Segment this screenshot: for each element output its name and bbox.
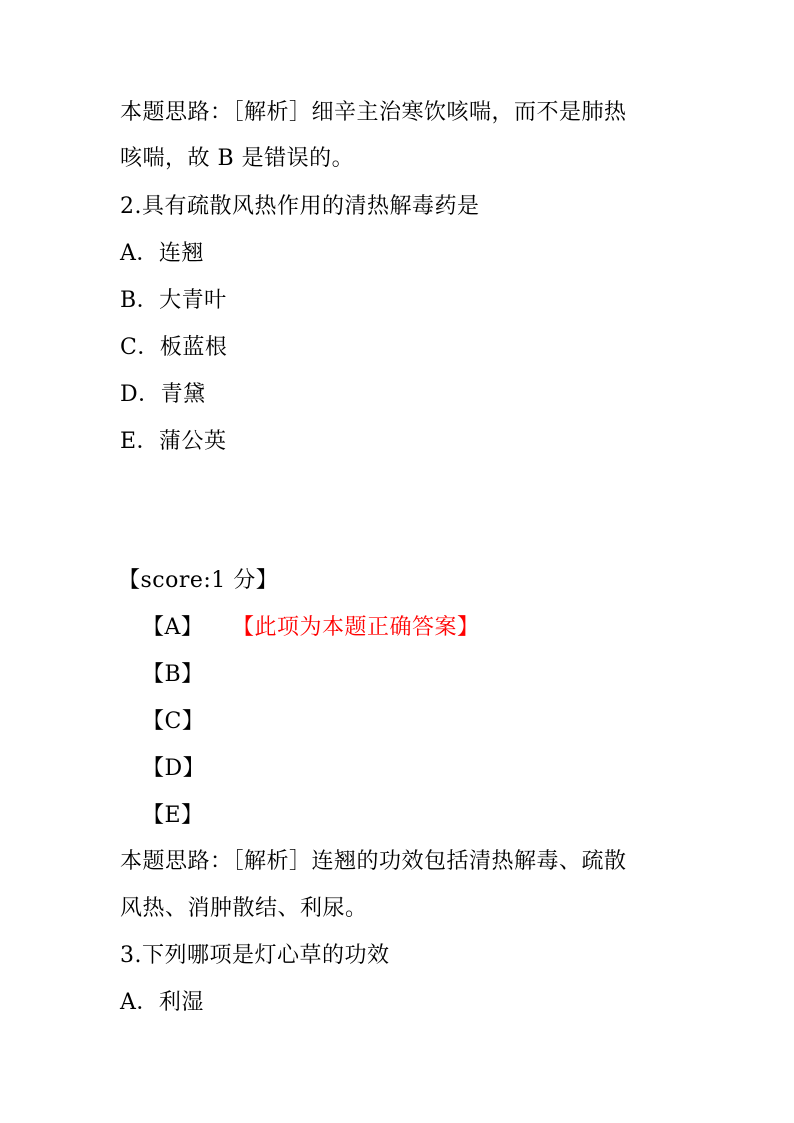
- q2-correct-answer-note: 【此项为本题正确答案】: [232, 615, 480, 640]
- q1-explanation-line-2: 咳喘，故 B 是错误的。: [120, 146, 355, 171]
- q2-score: 【score:1 分】: [118, 568, 279, 593]
- q2-option-b: B．大青叶: [120, 288, 227, 313]
- q2-answer-b: 【B】: [142, 662, 204, 687]
- q2-option-c: C．板蓝根: [120, 335, 228, 360]
- q3-stem: 3.下列哪项是灯心草的功效: [120, 943, 390, 968]
- q2-stem: 2.具有疏散风热作用的清热解毒药是: [120, 194, 480, 219]
- q2-answer-a: 【A】: [142, 615, 204, 640]
- q2-answer-d: 【D】: [142, 756, 206, 781]
- q2-option-d: D．青黛: [120, 382, 206, 407]
- q3-option-a: A．利湿: [120, 990, 204, 1015]
- q2-option-a: A．连翘: [120, 241, 204, 266]
- q2-answer-e: 【E】: [142, 803, 204, 828]
- q2-answer-c: 【C】: [142, 709, 205, 734]
- q2-explanation-line-2: 风热、消肿散结、利尿。: [120, 896, 368, 921]
- q2-option-e: E．蒲公英: [120, 429, 227, 454]
- q1-explanation-line-1: 本题思路：［解析］细辛主治寒饮咳喘，而不是肺热: [120, 100, 627, 125]
- q2-explanation-line-1: 本题思路：［解析］连翘的功效包括清热解毒、疏散: [120, 849, 627, 874]
